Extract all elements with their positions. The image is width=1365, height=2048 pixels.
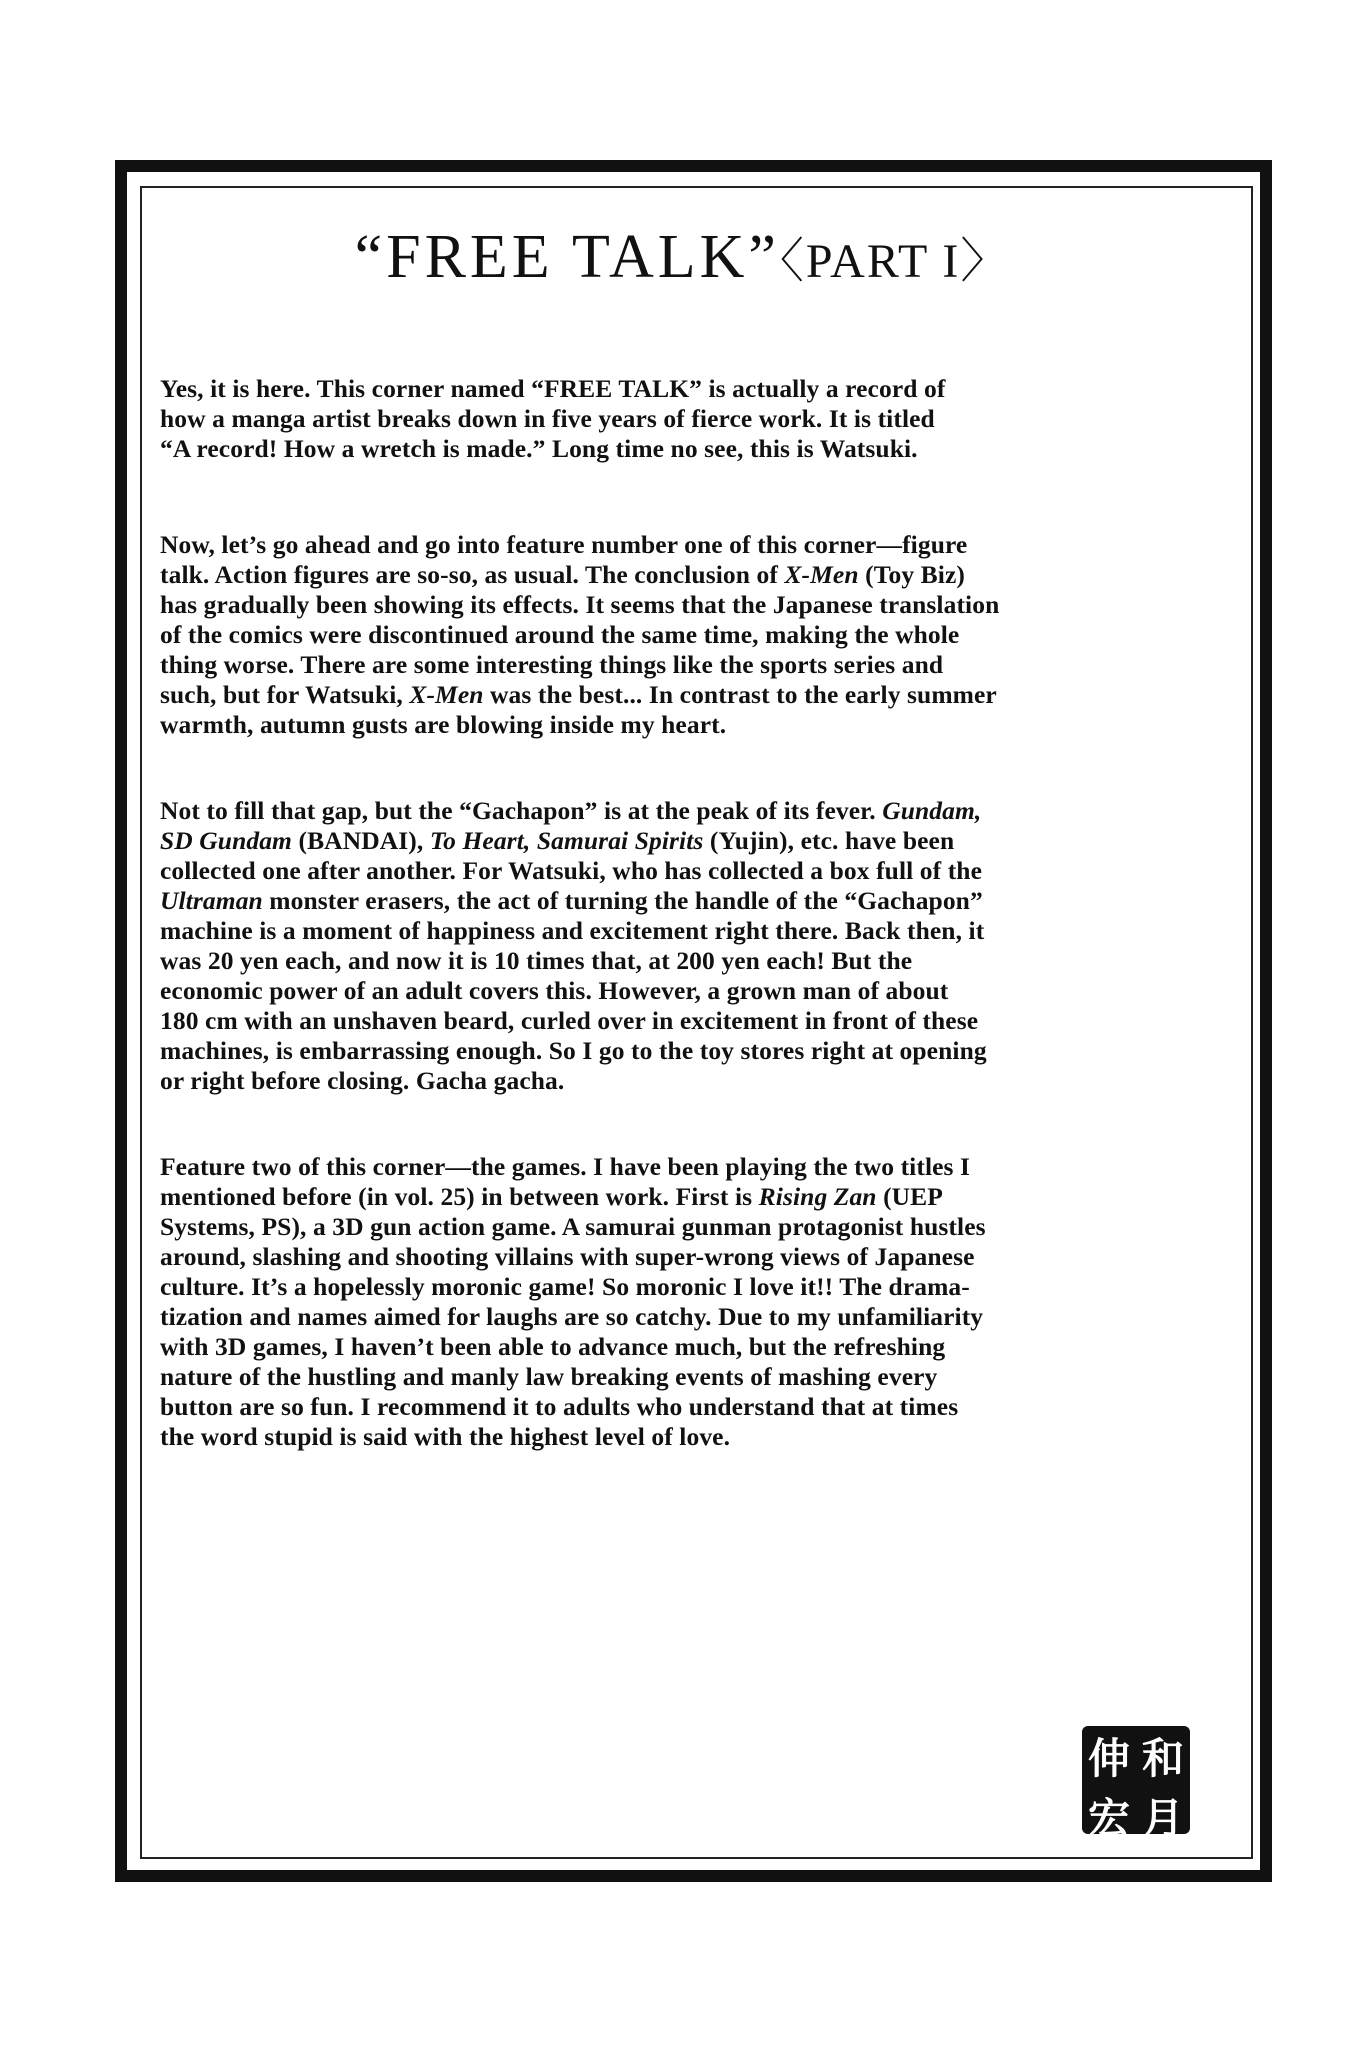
paragraph-figure-talk: [160, 530, 1250, 740]
text-segment: warmth, autumn gusts are blowing inside my heart.: [160, 710, 727, 739]
text-segment: Feature two of this corner—the games. I have been playing the two titles I: [160, 1152, 971, 1181]
text-line: [160, 404, 1250, 434]
text-line: [160, 434, 1250, 464]
text-line: [160, 916, 1250, 946]
text-segment: (UEP: [876, 1182, 943, 1211]
text-segment: or right before closing. Gacha gacha.: [160, 1066, 565, 1095]
italic-title: X-Men: [409, 680, 484, 709]
text-line: [160, 856, 1250, 886]
italic-title: Ultraman: [160, 886, 263, 915]
text-segment: the word stupid is said with the highest level of love.: [160, 1422, 731, 1451]
seal-char: 伸: [1087, 1734, 1130, 1783]
italic-title: X-Men: [784, 560, 859, 589]
text-segment: Not to fill that gap, but the “Gachapon” is at the peak of its fever.: [160, 796, 883, 825]
text-line: [160, 826, 1250, 856]
text-segment: collected one after another. For Watsuki, who has collected a box full of the: [160, 856, 983, 885]
text-segment: has gradually been showing its effects. It seems that the Japanese translation: [160, 590, 1000, 619]
text-line: [160, 620, 1250, 650]
text-line: [160, 1036, 1250, 1066]
text-line: [160, 1332, 1250, 1362]
text-line: [160, 560, 1250, 590]
text-line: [160, 886, 1250, 916]
text-segment: such, but for Watsuki,: [160, 680, 410, 709]
seal-char: 宏: [1087, 1794, 1130, 1843]
paragraph-gachapon: [160, 796, 1250, 1096]
text-segment: was the best... In contrast to the early summer: [483, 680, 997, 709]
text-segment: monster erasers, the act of turning the handle of the “Gachapon”: [262, 886, 983, 915]
text-segment: (Yujin), etc. have been: [703, 826, 955, 855]
text-segment: machine is a moment of happiness and excitement right there. Back then, it: [160, 916, 985, 945]
text-segment: Now, let’s go ahead and go into feature number one of this corner—figure: [160, 530, 968, 559]
text-line: [160, 374, 1250, 404]
italic-title: Rising Zan: [758, 1182, 877, 1211]
text-segment: Yes, it is here. This corner named “FREE TALK” is actually a record of: [160, 374, 946, 403]
text-line: [160, 976, 1250, 1006]
text-segment: how a manga artist breaks down in five years of fierce work. It is titled: [160, 404, 935, 433]
text-line: [160, 1302, 1250, 1332]
text-line: [160, 680, 1250, 710]
artist-seal-stamp: [1082, 1726, 1190, 1843]
text-segment: button are so fun. I recommend it to adults who understand that at times: [160, 1392, 959, 1421]
text-line: [160, 710, 1250, 740]
text-segment: around, slashing and shooting villains with super-wrong views of Japanese: [160, 1242, 975, 1271]
text-segment: machines, is embarrassing enough. So I go to the toy stores right at opening: [160, 1036, 987, 1065]
text-segment: tization and names aimed for laughs are so catchy. Due to my unfamiliarity: [160, 1302, 984, 1331]
seal-char: 和: [1141, 1734, 1184, 1783]
seal-char: 月: [1141, 1794, 1184, 1843]
title-main: “FREE TALK”: [354, 223, 780, 291]
text-line: [160, 1422, 1250, 1452]
text-line: [160, 1272, 1250, 1302]
text-line: [160, 650, 1250, 680]
text-segment: of the comics were discontinued around the same time, making the whole: [160, 620, 960, 649]
text-line: [160, 1242, 1250, 1272]
text-segment: (BANDAI),: [292, 826, 430, 855]
text-line: [160, 796, 1250, 826]
text-line: [160, 1182, 1250, 1212]
text-line: [160, 1152, 1250, 1182]
text-segment: nature of the hustling and manly law breaking events of mashing every: [160, 1362, 938, 1391]
text-segment: “A record! How a wretch is made.” Long time no see, this is Watsuki.: [160, 434, 918, 463]
italic-title: To Heart, Samurai Spirits: [429, 826, 704, 855]
text-segment: (Toy Biz): [858, 560, 965, 589]
paragraph-intro: [160, 374, 1250, 464]
text-segment: talk. Action figures are so-so, as usual. The conclusion of: [160, 560, 785, 589]
text-line: [160, 1392, 1250, 1422]
text-line: [160, 590, 1250, 620]
text-segment: thing worse. There are some interesting things like the sports series and: [160, 650, 944, 679]
title-part: 〈PART I〉: [779, 235, 1011, 288]
text-line: [160, 946, 1250, 976]
page-title: [0, 222, 1365, 293]
text-line: [160, 530, 1250, 560]
text-line: [160, 1362, 1250, 1392]
text-line: [160, 1006, 1250, 1036]
text-segment: mentioned before (in vol. 25) in between work. First is: [160, 1182, 759, 1211]
text-line: [160, 1212, 1250, 1242]
text-segment: was 20 yen each, and now it is 10 times that, at 200 yen each! But the: [160, 946, 913, 975]
text-segment: 180 cm with an unshaven beard, curled over in excitement in front of these: [160, 1006, 979, 1035]
italic-title: SD Gundam: [160, 826, 292, 855]
text-segment: with 3D games, I haven’t been able to advance much, but the refreshing: [160, 1332, 946, 1361]
text-segment: Systems, PS), a 3D gun action game. A samurai gunman protagonist hustles: [160, 1212, 986, 1241]
italic-title: Gundam,: [882, 796, 982, 825]
text-segment: culture. It’s a hopelessly moronic game! So moronic I love it!! The drama-: [160, 1272, 970, 1301]
text-line: [160, 1066, 1250, 1096]
text-segment: economic power of an adult covers this. However, a grown man of about: [160, 976, 949, 1005]
paragraph-games: [160, 1152, 1250, 1452]
